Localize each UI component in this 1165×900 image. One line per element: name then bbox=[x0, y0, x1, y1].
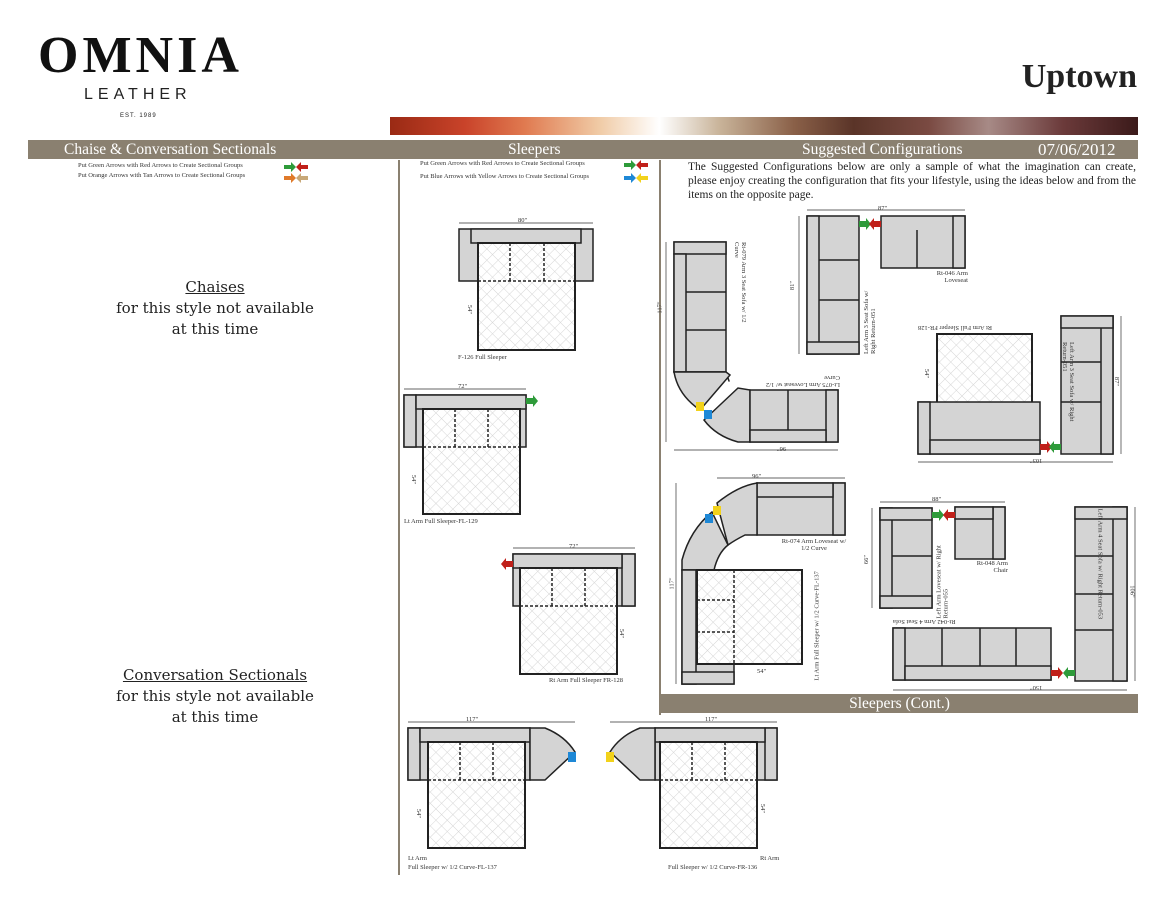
c1-dim-w: 96" bbox=[777, 445, 787, 452]
section-title-sleepers: Sleepers bbox=[508, 141, 561, 158]
suggested-description: The Suggested Configurations below are only a sample of what the imagination can create, please enjoy creating the configuration that fits your lifestyle, using the ideas below and from the items on the opposite page. bbox=[688, 161, 1136, 201]
sleepers-cont-title: Sleepers (Cont.) bbox=[661, 694, 1138, 713]
instruction-left-1: Put Green Arrows with Red Arrows to Create Sectional Groups bbox=[78, 162, 243, 169]
sleeper-fl137 bbox=[408, 728, 575, 848]
c5-dim-h: 66" bbox=[863, 554, 871, 565]
f126-label: F-126 Full Sleeper bbox=[458, 354, 507, 361]
fr128-label: Rt Arm Full Sleeper FR-128 bbox=[549, 677, 624, 684]
blue-arrow-icon bbox=[568, 752, 576, 762]
config-5 bbox=[880, 507, 1051, 680]
sleeper-f126 bbox=[459, 229, 593, 350]
conversation-line1: for this style not available bbox=[116, 687, 314, 705]
conversation-line2: at this time bbox=[171, 708, 259, 726]
fl129-depth: 54" bbox=[410, 474, 418, 485]
date-label: 07/06/2012 bbox=[1038, 140, 1116, 159]
c5-dim-w: 88" bbox=[932, 496, 942, 503]
section-title-chaise: Chaise & Conversation Sectionals bbox=[64, 141, 277, 158]
f126-depth: 54" bbox=[466, 304, 474, 315]
brand-logo: OMNIA bbox=[38, 27, 243, 84]
instruction-mid-2: Put Blue Arrows with Yellow Arrows to Create Sectional Groups bbox=[420, 173, 589, 180]
style-name: Uptown bbox=[1021, 58, 1137, 95]
fl129-label: Lt Arm Full Sleeper-FL-129 bbox=[404, 518, 478, 525]
c3-piece-b: Left Arm 3 Seat Sofa w/ Right Return-051 bbox=[1061, 342, 1075, 422]
chaises-heading: Chaises bbox=[185, 278, 245, 296]
c3-piece-a: Rt Arm Full Sleeper FR-128 bbox=[918, 324, 993, 331]
fr136-label-2: Full Sleeper w/ 1/2 Curve-FR-136 bbox=[668, 864, 758, 871]
sleeper-fr128 bbox=[513, 554, 635, 674]
c1-piece-b: Lt-075 Arm Loveseat w/ 1/2 Curve bbox=[765, 374, 840, 388]
fr136-label-1: Rt Arm bbox=[760, 855, 780, 862]
c4-dim-h: 117" bbox=[668, 577, 676, 590]
c1-dim-h: 117" bbox=[656, 301, 664, 314]
fl137-label-1: Lt Arm bbox=[408, 855, 427, 862]
fr136-width: 117" bbox=[705, 716, 718, 723]
c3-dim-h: 87" bbox=[1113, 376, 1121, 387]
fr136-depth: 54" bbox=[759, 803, 767, 814]
red-arrow-icon bbox=[501, 558, 513, 570]
c2-piece-a: Left Arm 3 Seat Sofa w/ Right Return-051 bbox=[863, 290, 877, 354]
c5-piece-c: Rt-042 Arm 4 Seat Sofa bbox=[893, 618, 956, 625]
f126-width: 80" bbox=[518, 217, 528, 224]
section-title-suggested: Suggested Configurations bbox=[802, 141, 963, 158]
brand-established: EST. 1989 bbox=[120, 113, 157, 119]
c4-piece-b: Lt Arm Full Sleeper w/ 1/2 Curve-FL-137 bbox=[813, 571, 821, 681]
fl137-width: 117" bbox=[466, 716, 479, 723]
fl129-width: 72" bbox=[458, 383, 468, 390]
c5-piece-b: Rt-048 Arm Chair bbox=[976, 560, 1008, 574]
yellow-arrow-icon bbox=[606, 752, 614, 762]
fl137-label-2: Full Sleeper w/ 1/2 Curve-FL-137 bbox=[408, 864, 497, 871]
chaises-line1: for this style not available bbox=[116, 299, 314, 317]
config-3 bbox=[918, 316, 1113, 454]
c5-piece-a: Left Arm Loveseat w/ Right Return-055 bbox=[935, 545, 950, 619]
instruction-left-2: Put Orange Arrows with Tan Arrows to Create Sectional Groups bbox=[78, 172, 246, 179]
c1-piece-a: Rt-079 Arm 3 Seat Sofa w/ 1/2 Curve bbox=[733, 242, 747, 323]
green-arrow-icon bbox=[526, 395, 538, 407]
sleeper-fl129 bbox=[404, 395, 526, 514]
c4-dim-w: 96" bbox=[752, 473, 762, 480]
c3-dim-w: 103" bbox=[1030, 457, 1043, 464]
fl137-depth: 54" bbox=[415, 808, 423, 819]
fr128-width: 72" bbox=[569, 543, 579, 550]
c2-dim-w: 87" bbox=[878, 205, 888, 212]
chaises-line2: at this time bbox=[171, 320, 259, 338]
c2-dim-h: 81" bbox=[789, 280, 797, 291]
instruction-mid-1: Put Green Arrows with Red Arrows to Create Sectional Groups bbox=[420, 160, 585, 167]
c3-dim-d: 54" bbox=[923, 368, 931, 379]
fr128-depth: 54" bbox=[618, 628, 626, 639]
conversation-heading: Conversation Sectionals bbox=[122, 666, 308, 684]
c6-dim-w: 150" bbox=[1030, 684, 1043, 691]
config-4 bbox=[682, 483, 845, 684]
c4-dim-d: 54" bbox=[757, 668, 767, 675]
c4-piece-a: Rt-074 Arm Loveseat w/ 1/2 Curve bbox=[781, 538, 847, 552]
c2-piece-b: Rt-046 Arm Loveseat bbox=[936, 270, 968, 284]
sleeper-fr136 bbox=[610, 728, 777, 848]
c6-dim-h: 106" bbox=[1128, 585, 1136, 598]
c6-piece-a: Left Arm 4 Seat Sofa w/ Right Return-053 bbox=[1096, 508, 1104, 620]
brand-logo-sub: LEATHER bbox=[84, 86, 192, 103]
